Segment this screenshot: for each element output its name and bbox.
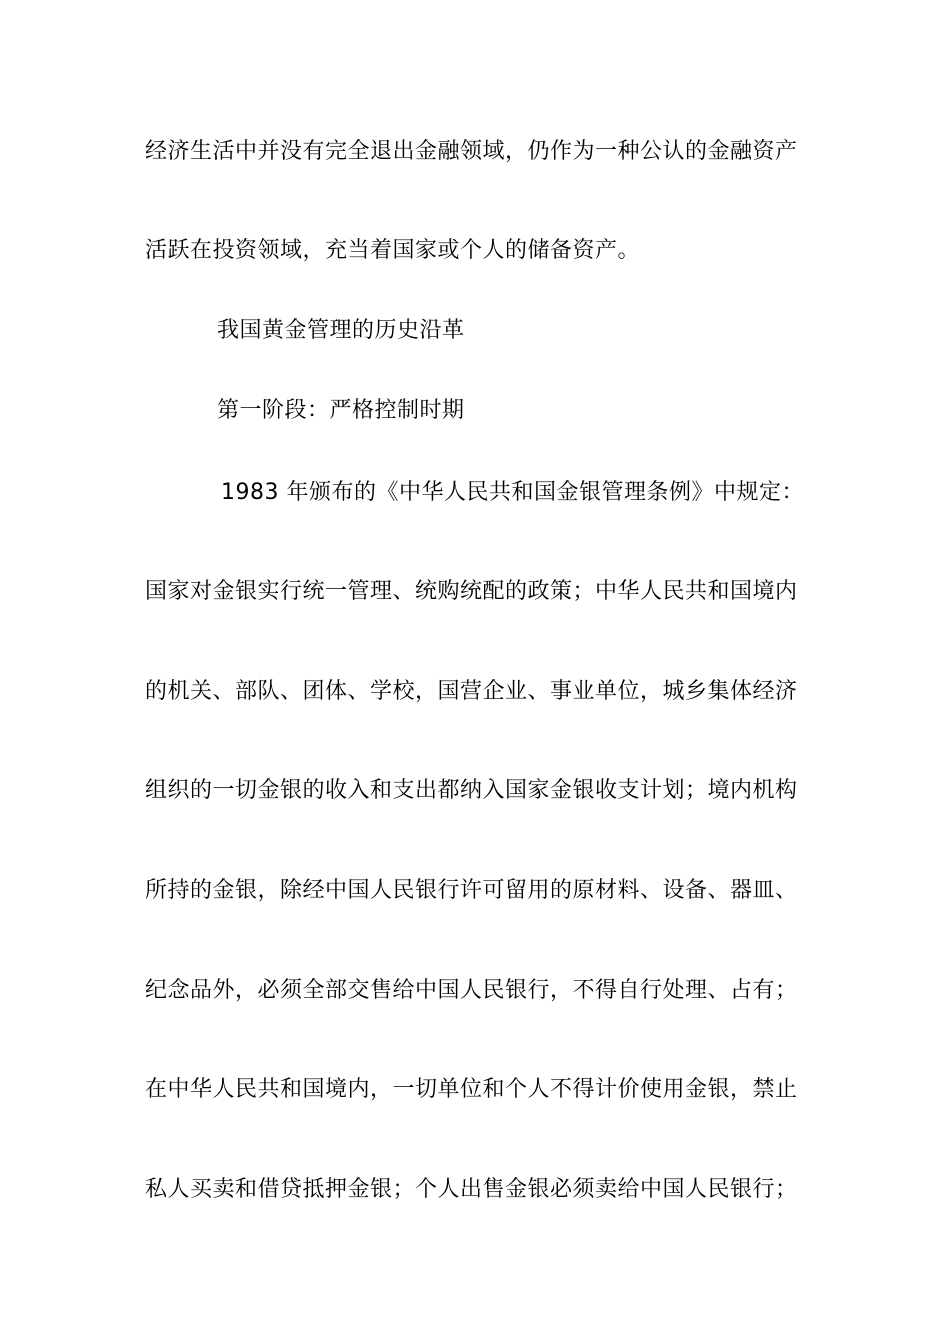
paragraph-line: 组织的一切金银的收入和支出都纳入国家金银收支计划；境内机构 [145,778,798,803]
paragraph-line: 纪念品外，必须全部交售给中国人民银行，不得自行处理、占有； [145,978,798,1003]
section-heading: 我国黄金管理的历史沿革 [217,318,465,343]
section-subheading: 第一阶段：严格控制时期 [217,398,465,423]
paragraph-line: 国家对金银实行统一管理、统购统配的政策；中华人民共和国境内 [145,579,798,604]
paragraph-line: 经济生活中并没有完全退出金融领域，仍作为一种公认的金融资产 [145,139,798,164]
paragraph-line: 的机关、部队、团体、学校，国营企业、事业单位，城乡集体经济 [145,679,798,704]
paragraph-line: 1983 年颁布的《中华人民共和国金银管理条例》中规定： [221,480,804,505]
paragraph-line: 私人买卖和借贷抵押金银；个人出售金银必须卖给中国人民银行； [145,1177,798,1202]
paragraph-line: 所持的金银，除经中国人民银行许可留用的原材料、设备、器皿、 [145,878,798,903]
paragraph-line: 在中华人民共和国境内，一切单位和个人不得计价使用金银，禁止 [145,1077,798,1102]
paragraph-line: 活跃在投资领域，充当着国家或个人的储备资产。 [145,238,641,263]
